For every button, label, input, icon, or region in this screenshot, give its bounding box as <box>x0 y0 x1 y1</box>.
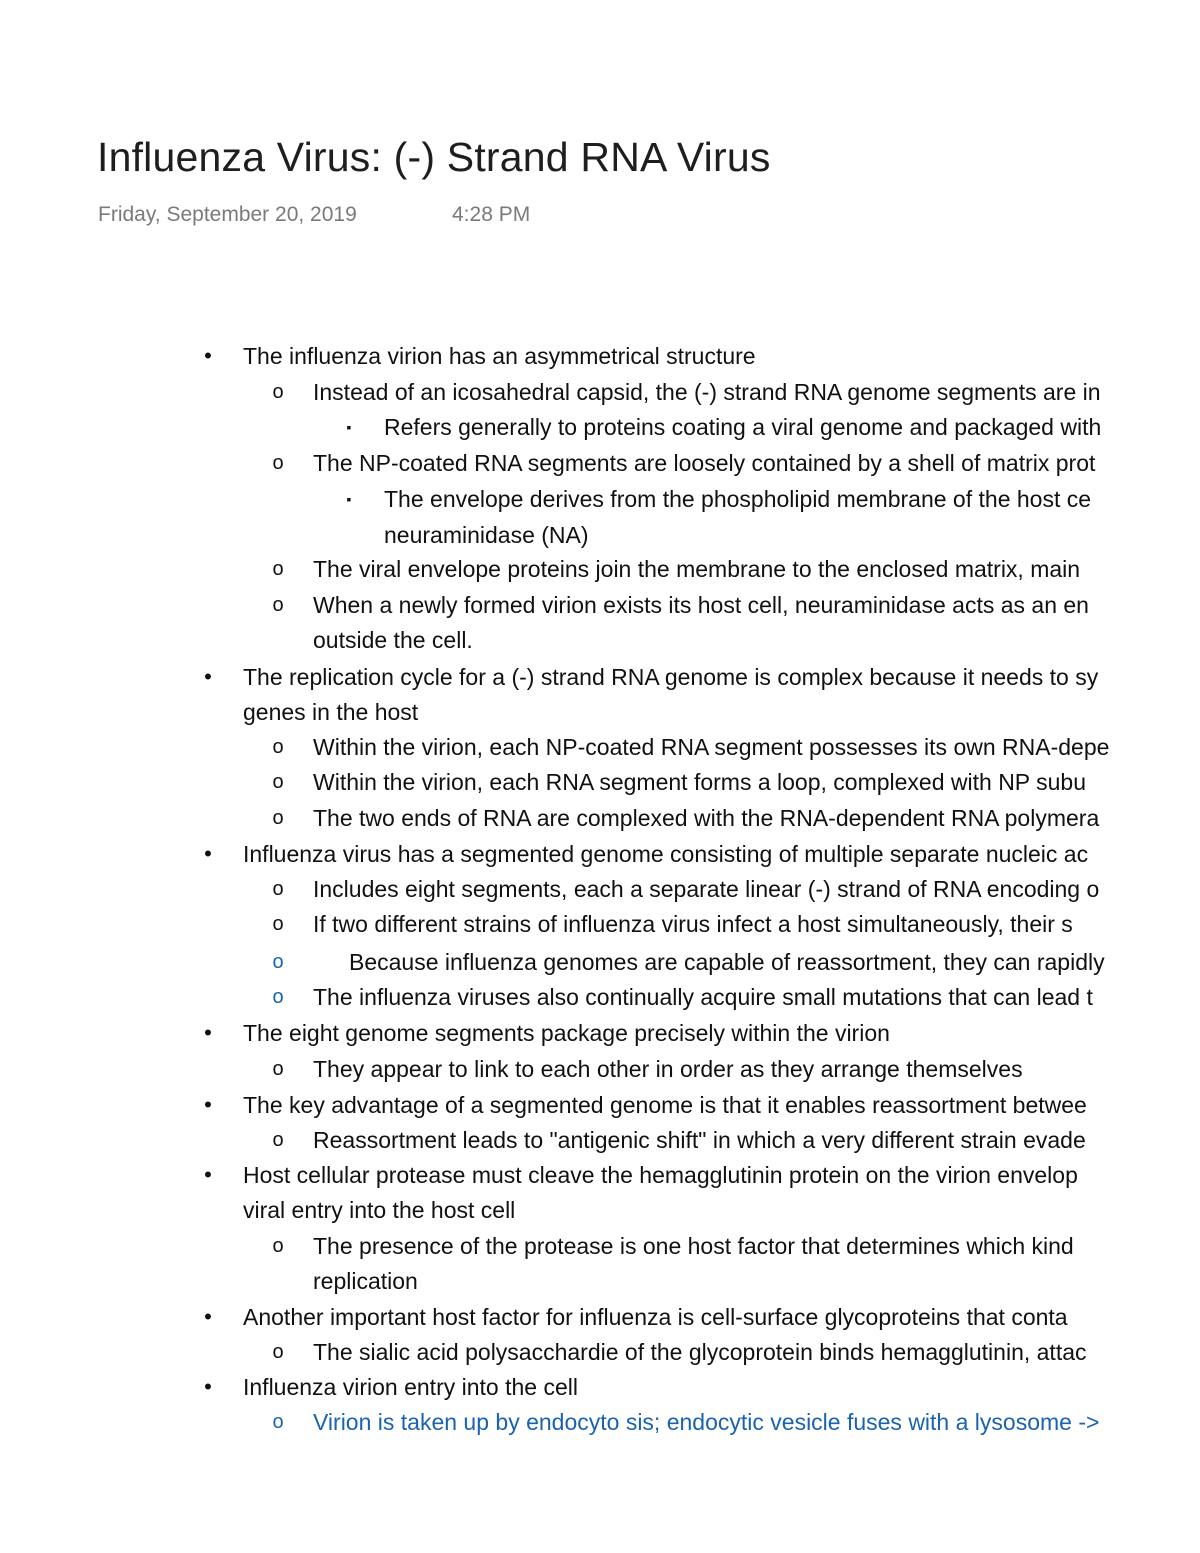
outline-line: If two different strains of influenza virus infect a host simultaneously, their s <box>313 911 1073 937</box>
bullet-marker: o <box>272 381 284 403</box>
outline-line: The sialic acid polysacchardie of the glycoprotein binds hemagglutinin, attac <box>313 1339 1087 1365</box>
bullet-marker: ▪ <box>346 419 352 435</box>
outline-line: Includes eight segments, each a separate linear (-) strand of RNA encoding o <box>313 876 1100 902</box>
bullet-marker: ▪ <box>346 491 352 507</box>
bullet-marker: o <box>272 913 284 935</box>
page-time: 4:28 PM <box>452 203 531 226</box>
bullet-marker: o <box>272 951 284 973</box>
outline-line: The viral envelope proteins join the membrane to the enclosed matrix, main <box>313 556 1081 582</box>
bullet-marker: o <box>272 1058 284 1080</box>
bullet-marker: o <box>272 452 284 474</box>
bullet-marker: o <box>272 807 284 829</box>
outline-line: The envelope derives from the phospholipid membrane of the host ce <box>384 486 1092 512</box>
outline-line: The presence of the protease is one host factor that determines which kind <box>313 1233 1074 1259</box>
page-title: Influenza Virus: (-) Strand RNA Virus <box>97 134 771 180</box>
bullet-marker: o <box>272 736 284 758</box>
bullet-marker: o <box>272 986 284 1008</box>
outline-line: Virion is taken up by endocyto sis; endocytic vesicle fuses with a lysosome -> <box>313 1409 1100 1435</box>
outline-line: When a newly formed virion exists its host cell, neuraminidase acts as an en <box>313 592 1089 618</box>
outline-line: Another important host factor for influenza is cell-surface glycoproteins that conta <box>243 1304 1068 1330</box>
bullet-marker: o <box>272 1411 284 1433</box>
outline-line: Influenza virus has a segmented genome consisting of multiple separate nucleic ac <box>243 841 1089 867</box>
outline-line: The two ends of RNA are complexed with the RNA-dependent RNA polymera <box>313 805 1100 831</box>
bullet-marker: • <box>204 664 212 689</box>
outline-line: Host cellular protease must cleave the hemagglutinin protein on the virion envelop <box>243 1162 1078 1188</box>
bullet-marker: o <box>272 1341 284 1363</box>
outline-line: The influenza virion has an asymmetrical structure <box>243 343 756 369</box>
outline-line: outside the cell. <box>313 627 473 653</box>
outline-line: The NP-coated RNA segments are loosely contained by a shell of matrix prot <box>313 450 1096 476</box>
bullet-marker: • <box>204 1374 212 1399</box>
bullet-marker: • <box>204 1304 212 1329</box>
outline-line: The replication cycle for a (-) strand RNA genome is complex because it needs to sy <box>243 664 1099 690</box>
outline-line: Within the virion, each NP-coated RNA segment possesses its own RNA-depe <box>313 734 1110 760</box>
bullet-marker: o <box>272 1235 284 1257</box>
outline-line: viral entry into the host cell <box>243 1197 516 1223</box>
outline-line: Influenza virion entry into the cell <box>243 1374 578 1400</box>
outline-line: Because influenza genomes are capable of reassortment, they can rapidly <box>349 949 1105 975</box>
outline-line: Within the virion, each RNA segment forms a loop, complexed with NP subu <box>313 769 1086 795</box>
outline-line: Instead of an icosahedral capsid, the (-) strand RNA genome segments are in <box>313 379 1101 405</box>
outline-line: The key advantage of a segmented genome is that it enables reassortment betwee <box>243 1092 1087 1118</box>
outline-line: neuraminidase (NA) <box>384 522 589 548</box>
outline-line: The eight genome segments package precisely within the virion <box>243 1020 890 1046</box>
bullet-marker: • <box>204 841 212 866</box>
bullet-marker: o <box>272 558 284 580</box>
bullet-marker: o <box>272 771 284 793</box>
bullet-marker: o <box>272 594 284 616</box>
bullet-marker: • <box>204 1162 212 1187</box>
outline-line: Reassortment leads to "antigenic shift" in which a very different strain evade <box>313 1127 1086 1153</box>
bullet-marker: o <box>272 1129 284 1151</box>
bullet-marker: • <box>204 343 212 368</box>
outline-line: genes in the host <box>243 699 419 725</box>
page-date: Friday, September 20, 2019 <box>98 203 357 226</box>
bullet-marker: • <box>204 1020 212 1045</box>
bullet-marker: • <box>204 1092 212 1117</box>
outline-line: They appear to link to each other in order as they arrange themselves <box>313 1056 1023 1082</box>
outline-line: replication <box>313 1268 418 1294</box>
bullet-marker: o <box>272 878 284 900</box>
outline-line: Refers generally to proteins coating a viral genome and packaged with <box>384 414 1102 440</box>
outline-line: The influenza viruses also continually acquire small mutations that can lead t <box>313 984 1093 1010</box>
